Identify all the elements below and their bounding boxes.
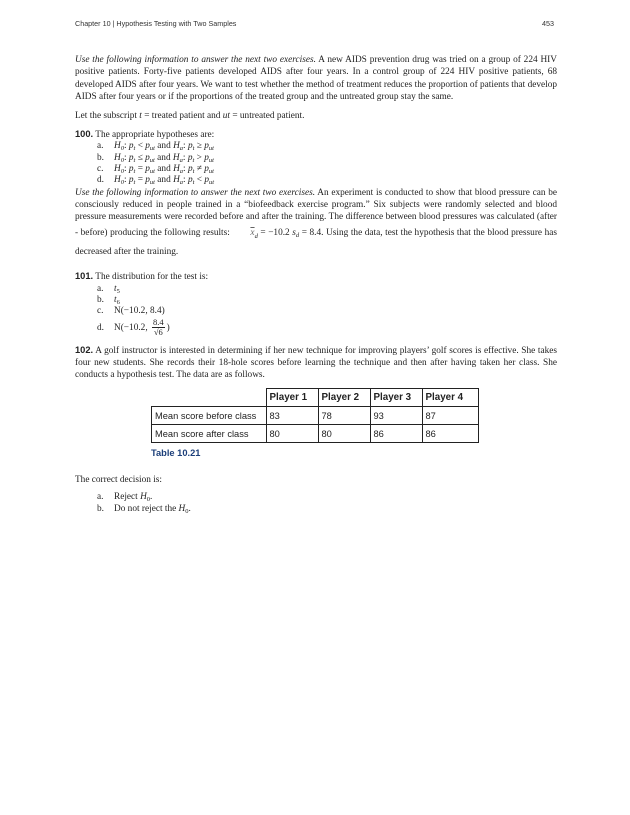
- table-cell: 78: [318, 407, 370, 425]
- question-number: 100.: [75, 129, 94, 140]
- table-cell: 83: [266, 407, 318, 425]
- table-cell: Mean score before class: [152, 407, 267, 425]
- option-letter: b.: [97, 152, 104, 163]
- table-cell: 86: [422, 425, 478, 443]
- option-letter: b.: [97, 503, 104, 514]
- option-letter: d.: [97, 175, 104, 186]
- table-caption: Table 10.21: [151, 448, 201, 458]
- sd-value: = 8.4.: [299, 227, 327, 238]
- question-101: [75, 270, 557, 283]
- option-letter: a.: [97, 141, 104, 152]
- option-letter: c.: [97, 306, 104, 317]
- intro-lead-text: Use the following information to answer the next two exercises.: [75, 55, 316, 65]
- hypothesis-option: a. $H_0$: $p_t < p_{ut}$ and $H_a$: $p_t \ge p_{ut}$: [97, 141, 214, 153]
- option-text: Do not reject the: [114, 503, 179, 514]
- intro-end-text: Using the data, test the hypothesis that the blood pressure has decreased after the training.: [75, 227, 558, 258]
- table-header-cell: Player 1: [266, 389, 318, 407]
- intro-body-text: A new AIDS prevention drug was tried on a group of 224 HIV positive patients. Forty-five patients developed AIDS after four years. In a control group of 224 HIV positive patients, 68 developed AIDS after four years. We want to test whether the method of treatment reduces the proportion of patients that develop AIDS after four years or if the proportions of the treated group and the untreated group stay the same.: [75, 55, 557, 103]
- table-header-cell: [152, 389, 267, 407]
- option-text: N(−10.2, 8.4): [114, 306, 165, 317]
- hypothesis-option: b. $H_0$: $p_t \le p_{ut}$ and $H_a$: $p_t > p_{ut}$: [97, 152, 214, 164]
- table-row: [152, 407, 479, 425]
- table-cell: 93: [370, 407, 422, 425]
- table-header-cell: Player 2: [318, 389, 370, 407]
- table-cell: 87: [422, 407, 478, 425]
- option-text: .: [150, 492, 153, 503]
- fraction-denominator: √6: [153, 326, 163, 337]
- option-subscript: 0: [146, 496, 151, 504]
- option-text: Reject: [114, 492, 141, 503]
- question-text: The appropriate hypotheses are:: [93, 130, 215, 141]
- decision-block: [75, 474, 557, 515]
- subscript-note-text: = untreated patient.: [230, 110, 305, 121]
- question-number: 101.: [75, 271, 94, 282]
- subscript-note-text: = treated patient and: [141, 110, 223, 121]
- option-h: H: [140, 492, 147, 503]
- fraction-numerator: 8.4: [152, 316, 164, 327]
- intro-lead-text: Use the following information to answer the next two exercises.: [75, 187, 316, 198]
- decision-options: [75, 492, 557, 515]
- subscript-ut: ut: [222, 110, 231, 121]
- question-text: A golf instructor is interested in determining if her new technique for improving players’ golf scores is effective. She takes four new students. She records their 18-hole scores before learning the technique and then after having taken her class. She conducts a hypothesis test. The data are as follows.: [75, 345, 557, 381]
- page-content: [75, 54, 557, 382]
- subscript-t: t: [139, 110, 142, 121]
- xbar-x: $\overline{x}$: [250, 227, 255, 238]
- option-letter: a.: [97, 492, 104, 503]
- table-cell: 80: [318, 425, 370, 443]
- table-header-row: [152, 389, 479, 407]
- chapter-title: Chapter 10 | Hypothesis Testing with Two Samples: [75, 19, 237, 28]
- intro-paragraph-aids: [75, 54, 557, 104]
- q100-options: [75, 141, 557, 186]
- subscript-note-text: Let the subscript: [75, 110, 140, 121]
- option-subscript: 0: [185, 507, 189, 515]
- option-text: ): [166, 322, 170, 333]
- option-var: t: [114, 294, 117, 305]
- table-row: [152, 425, 479, 443]
- option-letter: a.: [97, 283, 104, 294]
- option-b: [97, 295, 557, 306]
- sd-subscript: d: [295, 231, 300, 239]
- option-a: [97, 492, 557, 503]
- option-text: .: [188, 503, 191, 514]
- option-subscript: 6: [116, 298, 120, 306]
- option-h: H: [178, 503, 186, 514]
- option-letter: d.: [97, 322, 104, 333]
- page-header: [75, 19, 554, 33]
- question-102: [75, 344, 557, 382]
- hypothesis-option: d. $H_0$: $p_t = p_{ut}$ and $H_a$: $p_t < p_{ut}$: [97, 175, 215, 187]
- option-subscript: 5: [116, 287, 120, 295]
- intro-body-text: An experiment is conducted to show that blood pressure can be consciously reduced in people trained in a “biofeedback exercise program.” Six subjects were randomly selected and blood pressure measurements were recorded before and after the training. The difference between blood pressures was calculated (after - before) producing the following results:: [75, 187, 557, 238]
- hypothesis-option: c. $H_0$: $p_t = p_{ut}$ and $H_a$: $p_t \ne p_{ut}$: [97, 164, 214, 176]
- xbar-value: = −10.2: [257, 227, 293, 238]
- option-c: [97, 306, 557, 317]
- question-number: 102.: [75, 344, 94, 355]
- table-header-cell: Player 3: [370, 389, 422, 407]
- option-letter: b.: [97, 294, 104, 305]
- subscript-note: [75, 110, 557, 122]
- xbar-subscript: d: [254, 232, 258, 240]
- option-a: [97, 284, 557, 295]
- page-number: 453: [542, 19, 554, 28]
- question-100: [75, 128, 557, 141]
- option-text: N(−10.2,: [114, 322, 150, 333]
- table-header-cell: Player 4: [422, 389, 478, 407]
- table-cell: 86: [370, 425, 422, 443]
- option-d: [97, 318, 557, 338]
- q101-options: [75, 284, 557, 338]
- fraction: [152, 318, 165, 337]
- data-table: [151, 388, 479, 443]
- table-cell: Mean score after class: [152, 425, 267, 443]
- decision-prompt: The correct decision is:: [75, 475, 162, 485]
- intro-paragraph-bp: [75, 187, 557, 263]
- table-cell: 80: [266, 425, 318, 443]
- question-text: The distribution for the test is:: [93, 272, 209, 283]
- option-b: [97, 504, 557, 515]
- option-var: t: [114, 283, 117, 294]
- xbar-symbol: [250, 228, 254, 238]
- option-letter: c.: [97, 164, 104, 175]
- sd-symbol: s: [292, 227, 296, 238]
